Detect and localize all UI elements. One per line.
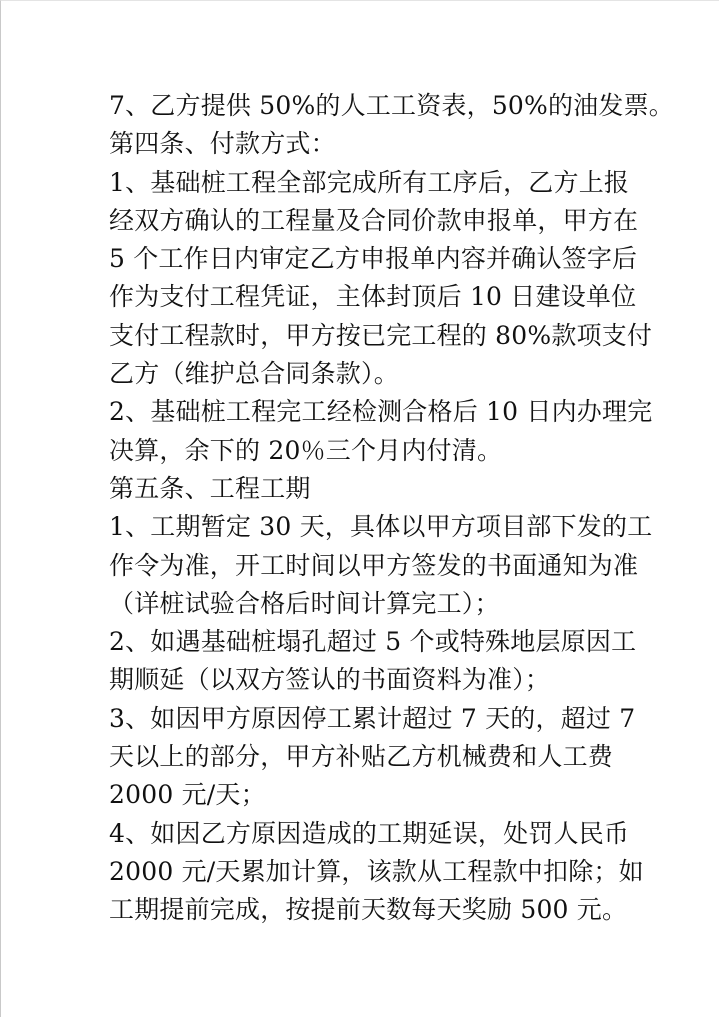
text-line: 1、工期暂定 30 天，具体以甲方项目部下发的工 [109, 512, 653, 542]
text-line: （详桩试验合格后时间计算完工）； [109, 588, 500, 618]
text-line: 2、基础桩工程完工经检测合格后 10 日内办理完 [109, 397, 653, 427]
text-line: 1、基础桩工程全部完成所有工序后，乙方上报 [109, 167, 630, 197]
text-line: 5 个工作日内审定乙方申报单内容并确认签字后 [109, 244, 638, 274]
text-line: 2、如遇基础桩塌孔超过 5 个或特殊地层原因工 [109, 627, 637, 657]
text-line: 7、乙方提供 50%的人工工资表，50%的油发票。 [109, 91, 674, 120]
contract-text [109, 87, 674, 930]
text-line: 3、如因甲方原因停工累计超过 7 天的，超过 7 [109, 703, 636, 733]
text-line: 工期提前完成，按提前天数每天奖励 500 元。 [109, 895, 628, 925]
text-line: 作为支付工程凭证，主体封顶后 10 日建设单位 [109, 282, 637, 312]
text-line: 决算，余下的 20％三个月内付清。 [109, 435, 503, 465]
text-line: 作令为准，开工时间以甲方签发的书面通知为准 [109, 550, 639, 580]
text-line: 2000 元/天累加计算，该款从工程款中扣除；如 [109, 856, 644, 886]
text-line: 支付工程款时，甲方按已完工程的 80%款项支付 [109, 320, 653, 350]
text-line: 天以上的部分，甲方补贴乙方机械费和人工费 [109, 742, 614, 772]
section-heading-payment: 第四条、付款方式： [109, 129, 336, 159]
text-line: 乙方（维护总合同条款）。 [109, 359, 399, 389]
text-line: 经双方确认的工程量及合同价款申报单，甲方在 [109, 205, 639, 235]
text-line: 期顺延（以双方签认的书面资料为准）； [109, 665, 551, 695]
section-heading-schedule: 第五条、工程工期 [109, 473, 311, 503]
text-line: 4、如因乙方原因造成的工期延误，处罚人民币 [109, 818, 630, 848]
text-line: 2000 元/天； [109, 780, 266, 810]
